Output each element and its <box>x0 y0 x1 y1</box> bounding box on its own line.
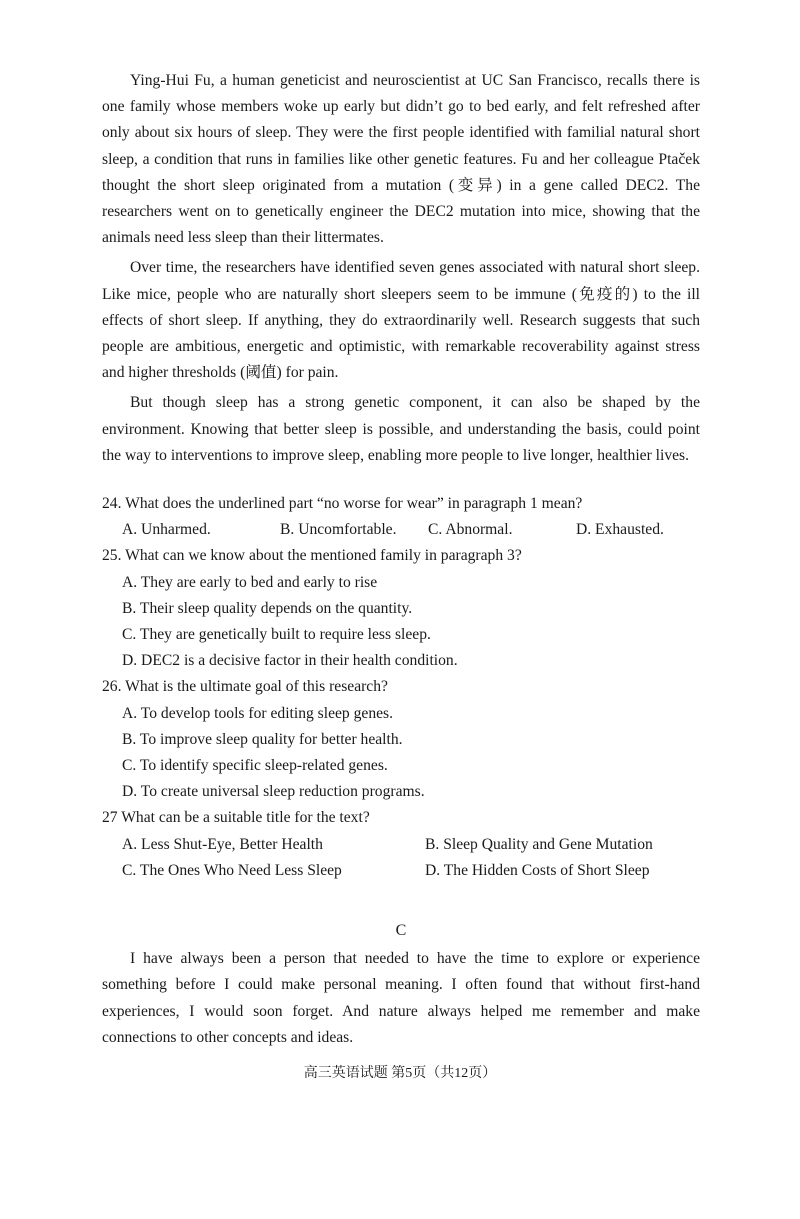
question-27-options-row-1 <box>102 832 700 858</box>
option-c: C. To identify specific sleep-related genes. <box>122 757 388 775</box>
option-d: D. DEC2 is a decisive factor in their health condition. <box>122 652 458 670</box>
option-c: C. The Ones Who Need Less Sleep <box>122 861 342 879</box>
passage-b <box>102 68 700 469</box>
option-d: D. The Hidden Costs of Short Sleep <box>425 861 650 879</box>
option-a: A. Unharmed. <box>122 521 211 539</box>
option-d: D. Exhausted. <box>576 521 664 539</box>
passage-paragraph: Ying-Hui Fu, a human geneticist and neuroscientist at UC San Francisco, recalls there is one family whose members woke up early but didn’t go to bed early, and felt refreshed after only about six hours of sleep. They were the first people identified with familial natural short sleep, a condition that runs in families like other genetic features. Fu and her colleague Ptaček thought the short sleep originated from a mutation (变异) in a gene called DEC2. The researchers went on to genetically engineer the DEC2 mutation into mice, showing that the animals need less sleep than their littermates. <box>102 72 700 247</box>
option-a: A. Less Shut-Eye, Better Health <box>122 835 323 853</box>
passage-paragraph: Over time, the researchers have identified seven genes associated with natural short sleep. Like mice, people who are naturally short sleepers seem to be immune (免疫的) to the ill effects of short sleep. If anything, they do extraordinarily well. Research suggests that such people are ambitious, energetic and optimistic, with remarkable recoverability against stress and higher thresholds (阈值) for pain. <box>102 259 700 382</box>
section-heading-c: C <box>395 922 407 940</box>
question-27-stem: 27 What can be a suitable title for the text? <box>102 809 370 827</box>
option-b: B. Their sleep quality depends on the quantity. <box>122 599 413 617</box>
option-a: A. They are early to bed and early to rise <box>122 573 378 591</box>
question-27-options-row-2 <box>102 858 700 884</box>
question-24-options <box>102 517 700 543</box>
option-a: A. To develop tools for editing sleep genes. <box>122 704 394 722</box>
passage-c-paragraph: I have always been a person that needed to have the time to explore or experience something before I could make personal meaning. I often found that without first-hand experiences, I would soon forget. And nature always helped me remember and make connections to other concepts and ideas. <box>102 950 700 1046</box>
page-footer: 高三英语试题 第5页（共12页） <box>303 1066 497 1081</box>
option-b: B. To improve sleep quality for better health. <box>122 730 403 748</box>
option-b: B. Uncomfortable. <box>280 521 397 539</box>
option-b: B. Sleep Quality and Gene Mutation <box>425 835 653 853</box>
option-d: D. To create universal sleep reduction programs. <box>122 783 425 801</box>
question-26-stem: 26. What is the ultimate goal of this research? <box>102 678 388 696</box>
question-24-stem: 24. What does the underlined part “no worse for wear” in paragraph 1 mean? <box>102 495 583 513</box>
option-c: C. They are genetically built to require less sleep. <box>122 626 431 644</box>
question-list <box>102 491 700 884</box>
passage-paragraph: But though sleep has a strong genetic component, it can also be shaped by the environment. Knowing that better sleep is possible, and understanding the basis, could point the way to interventions to improve sleep, enabling more people to live longer, healthier lives. <box>102 394 700 464</box>
option-c: C. Abnormal. <box>428 521 513 539</box>
question-25-stem: 25. What can we know about the mentioned family in paragraph 3? <box>102 547 522 565</box>
